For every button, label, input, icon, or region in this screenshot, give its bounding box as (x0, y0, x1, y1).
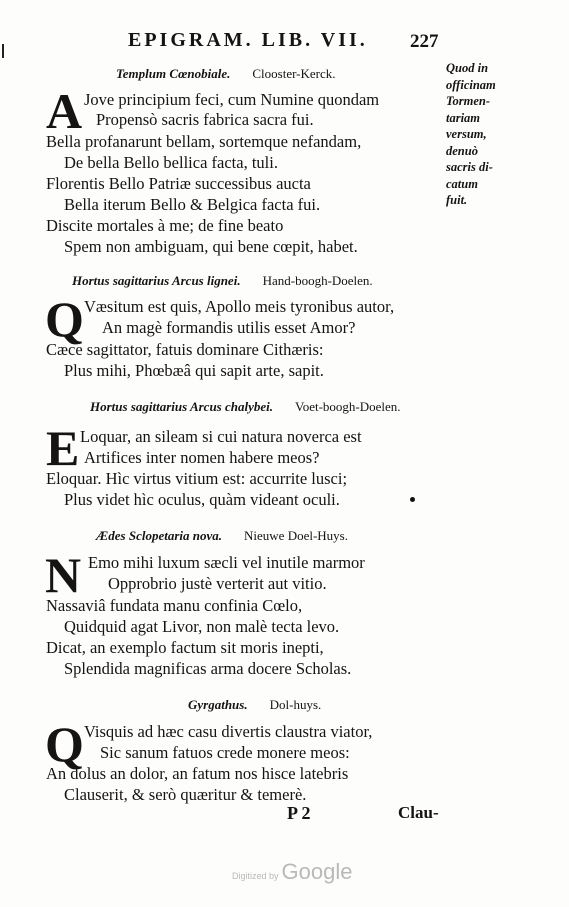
page-number: 227 (410, 31, 439, 52)
ink-dot (410, 497, 415, 502)
verse-line: An magè formandis utilis esset Amor? (102, 318, 356, 337)
margin-note-line: catum (446, 176, 478, 191)
margin-note-line: sacris di- (446, 160, 493, 174)
poem-dutch-title: Hand-boogh-Doelen. (262, 273, 373, 288)
poem-title (90, 399, 401, 415)
poem-title (116, 66, 336, 82)
catchword: Clau- (398, 803, 439, 822)
verse-line: Discite mortales à me; de fine beato (46, 216, 284, 235)
verse-line: Opprobrio justè verterit aut vitio. (108, 574, 327, 593)
verse-line: Plus videt hìc oculus, quàm videant oculi. (64, 490, 340, 509)
margin-note-line: denuò (446, 143, 478, 158)
poem-latin-title: Ædes Sclopetaria nova. (96, 528, 223, 543)
verse-line: Jove principium feci, cum Numine quondam (84, 90, 380, 109)
verse-line: Sic sanum fatuos crede monere meos: (100, 743, 350, 762)
margin-note-line: tariam (446, 110, 481, 125)
verse-line: Florentis Bello Patriæ successibus aucta (46, 174, 311, 193)
verse-line: Nassaviâ fundata manu confinia Cœlo, (46, 596, 303, 615)
poem-latin-title: Hortus sagittarius Arcus lignei. (72, 273, 241, 288)
drop-cap: Q (45, 716, 84, 772)
verse-line: Bella profanarunt bellam, sortemque nefandam, (46, 132, 362, 151)
verse-line: De bella Bello bellica facta, tuli. (64, 153, 278, 172)
verse-line: Propensò sacris fabrica sacra fui. (96, 110, 314, 129)
margin-note-line: Tormen- (446, 94, 490, 108)
drop-cap: Q (45, 291, 84, 347)
poem-dutch-title: Clooster-Kerck. (252, 66, 336, 81)
google-watermark (232, 859, 352, 885)
verse-line: Clauserit, & serò quæritur & temerè. (64, 785, 307, 804)
poem-title (96, 528, 348, 544)
poem-dutch-title: Dol-huys. (269, 697, 322, 712)
verse-line: Væsitum est quis, Apollo meis tyronibus autor, (84, 297, 395, 316)
poem-latin-title: Gyrgathus. (188, 697, 248, 712)
drop-cap: N (45, 547, 82, 603)
margin-note-line: fuit. (446, 193, 468, 207)
margin-note (446, 60, 556, 209)
verse-line: Emo mihi luxum sæcli vel inutile marmor (88, 553, 365, 572)
verse-line: Splendida magnificas arma docere Scholas. (64, 659, 352, 678)
verse-line: Loquar, an sileam si cui natura noverca est (80, 427, 362, 446)
verse-line: Dicat, an exemplo factum sit moris inepti, (46, 638, 324, 657)
poem-title (72, 273, 373, 289)
watermark-small-text: Digitized by (232, 871, 279, 881)
margin-note-line: versum, (446, 127, 487, 141)
margin-note-line: officinam (446, 77, 496, 92)
verse-line: Quidquid agat Livor, non malè tecta levo. (64, 617, 340, 636)
running-title: EPIGRAM. LIB. VII. (128, 29, 368, 51)
verse-line: Bella iterum Bello & Belgica facta fui. (64, 195, 321, 214)
signature-mark: P 2 (287, 803, 311, 823)
verse-line: Spem non ambiguam, qui bene cœpit, habet. (64, 237, 358, 256)
poem-title (188, 697, 321, 713)
poem-latin-title: Hortus sagittarius Arcus chalybei. (90, 399, 273, 414)
verse-line: Eloquar. Hìc virtus vitium est: accurrite lusci; (46, 469, 348, 488)
margin-note-line: Quod in (446, 61, 489, 75)
page-edge-mark (2, 44, 4, 58)
drop-cap: A (46, 83, 83, 139)
poem-dutch-title: Nieuwe Doel-Huys. (244, 528, 348, 543)
verse-line: Visquis ad hæc casu divertis claustra viator, (84, 722, 373, 741)
poem-dutch-title: Voet-boogh-Doelen. (295, 399, 401, 414)
drop-cap: E (46, 420, 80, 476)
verse-line: An dolus an dolor, an fatum nos hisce latebris (46, 764, 349, 783)
poem-latin-title: Templum Cœnobiale. (116, 66, 231, 81)
verse-line: Artifices inter nomen habere meos? (84, 448, 320, 467)
watermark-logo-text: Google (281, 859, 353, 884)
verse-line: Plus mihi, Phœbæâ qui sapit arte, sapit. (64, 361, 324, 380)
verse-line: Cæce sagittator, fatuis dominare Cithæris: (46, 340, 324, 359)
